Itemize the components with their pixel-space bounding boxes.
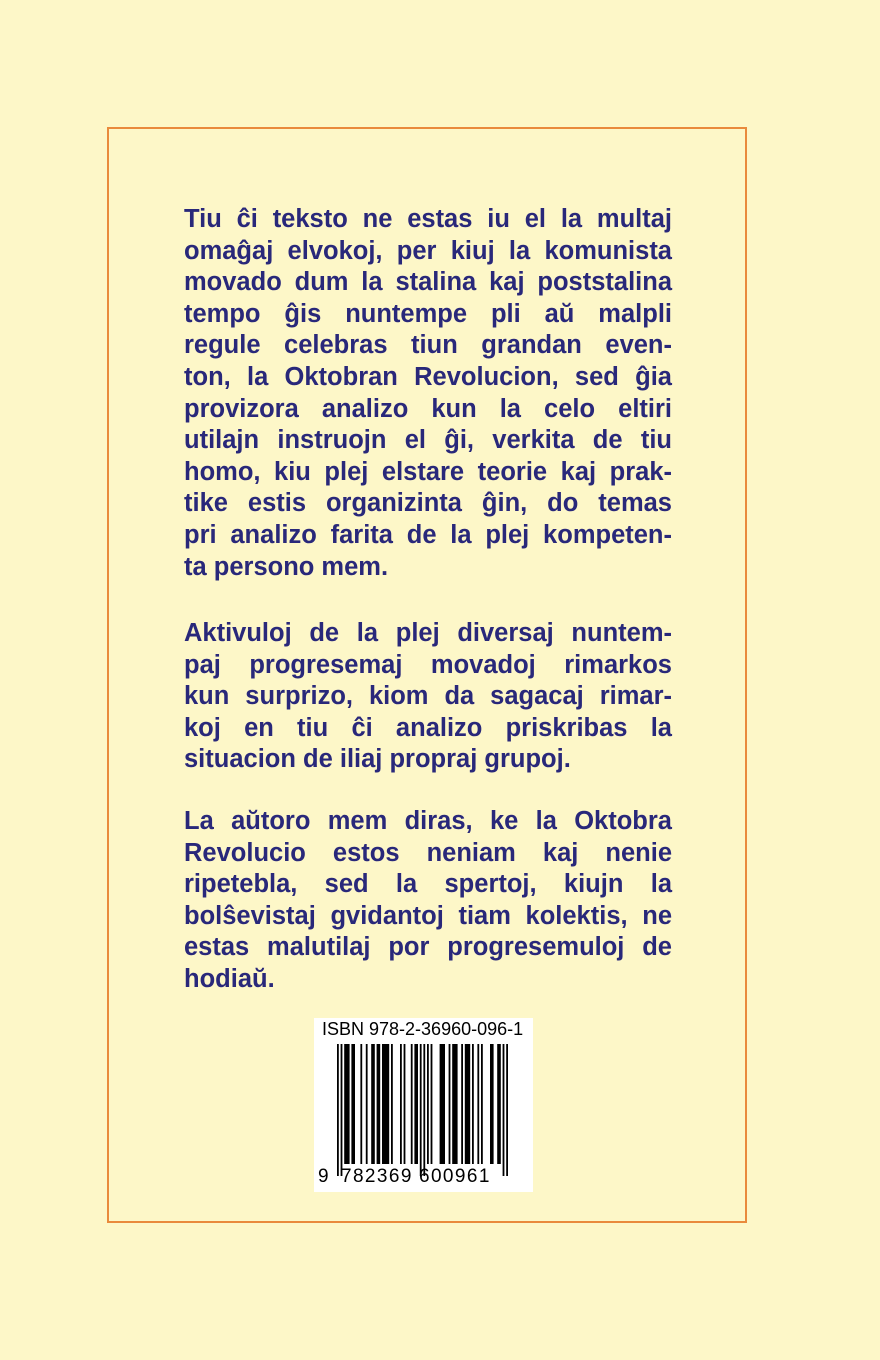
text-line: movado dum la stalina kaj poststalina <box>184 268 672 297</box>
barcode-bar <box>391 1044 393 1164</box>
text-line: tempo ĝis nuntempe pli aŭ malpli <box>184 299 672 328</box>
barcode-bar <box>465 1044 470 1164</box>
text-line: bolŝevistaj gvidantoj tiam kolektis, ne <box>184 901 672 930</box>
barcode-guard-bar <box>420 1044 422 1176</box>
text-line: situacion de iliaj propraj grupoj. <box>184 745 571 774</box>
barcode-bar <box>449 1044 451 1164</box>
text-line: koj en tiu ĉi analizo priskribas la <box>184 713 672 742</box>
barcode-bar <box>371 1044 375 1164</box>
ean-digits <box>314 1166 533 1188</box>
text-line: utilajn instruojn el ĝi, verkita de tiu <box>184 426 672 455</box>
barcode-bar <box>477 1044 479 1164</box>
text-line: tike estis organizinta ĝin, do temas <box>184 489 672 518</box>
barcode-guard-bar <box>503 1044 505 1176</box>
barcode-bar <box>404 1044 406 1164</box>
text-line: homo, kiu plej elstare teorie kaj prak- <box>184 457 672 486</box>
barcode-bar <box>414 1044 418 1164</box>
barcode-guard-bar <box>423 1044 425 1176</box>
barcode-bar <box>452 1044 457 1164</box>
text-line: hodiaŭ. <box>184 964 275 993</box>
text-line: Tiu ĉi teksto ne estas iu el la multaj <box>184 205 672 233</box>
text-line: pri analizo farita de la plej kompeten- <box>184 520 672 549</box>
barcode-bar <box>382 1044 389 1164</box>
ean-first-digit: 9 <box>318 1166 329 1187</box>
text-line: estas malutilaj por progresemuloj de <box>184 933 672 962</box>
barcode-bar <box>366 1044 368 1164</box>
text-line: omaĝaj elvokoj, per kiuj la komunista <box>184 236 672 265</box>
ean-left-group: 782369 <box>341 1166 413 1187</box>
text-line: paj progresemaj movadoj rimarkos <box>184 650 672 679</box>
text-line: ton, la Oktobran Revolucion, sed ĝia <box>184 362 672 391</box>
isbn-barcode <box>314 1018 533 1192</box>
barcode-bar <box>344 1044 349 1164</box>
barcode-guard-bar <box>337 1044 339 1176</box>
barcode-bar <box>440 1044 445 1164</box>
barcode-bar <box>472 1044 474 1164</box>
barcode-bar <box>497 1044 501 1164</box>
barcode-bar <box>481 1044 483 1164</box>
text-line: ripetebla, sed la spertoj, kiujn la <box>184 870 672 899</box>
ean-right-group: 600961 <box>419 1166 491 1187</box>
barcode-bar <box>427 1044 429 1164</box>
blurb-paragraph-3 <box>184 806 672 996</box>
barcode-bar <box>490 1044 494 1164</box>
barcode-bar <box>360 1044 362 1164</box>
barcode-bar <box>461 1044 463 1164</box>
barcode-bar <box>377 1044 381 1164</box>
text-line: ta persono mem. <box>184 552 389 581</box>
barcode-guard-bar <box>506 1044 508 1176</box>
text-line: kun surprizo, kiom da sagacaj rimar- <box>184 682 672 711</box>
barcode-bar <box>411 1044 413 1164</box>
text-line: provizora analizo kun la celo eltiri <box>184 394 672 423</box>
blurb-paragraph-1 <box>184 204 672 583</box>
barcode-bar <box>400 1044 402 1164</box>
isbn-label: ISBN 978-2-36960-096-1 <box>322 1019 524 1039</box>
text-line: Aktivuloj de la plej diversaj nuntem- <box>184 619 672 647</box>
text-line: Revolucio estos neniam kaj nenie <box>184 838 672 867</box>
text-line: La aŭtoro mem diras, ke la Oktobra <box>184 807 672 835</box>
text-line: regule celebras tiun grandan even- <box>184 331 672 360</box>
barcode-guard-bar <box>341 1044 343 1176</box>
barcode-bar <box>351 1044 355 1164</box>
blurb-paragraph-2 <box>184 618 672 776</box>
barcode-bar <box>431 1044 433 1164</box>
